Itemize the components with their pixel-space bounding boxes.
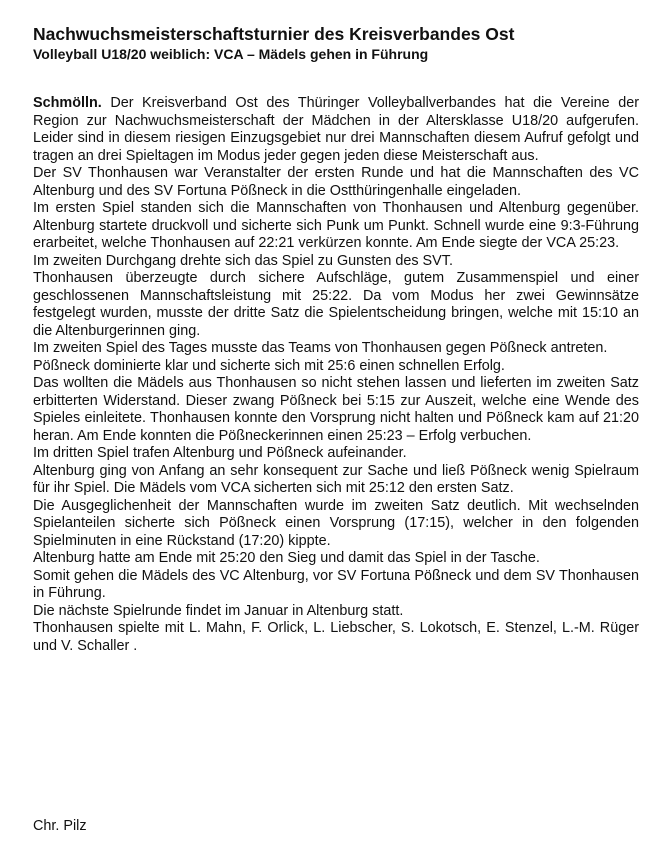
paragraph: Das wollten die Mädels aus Thonhausen so nicht stehen lassen und lieferten im zweiten Satz erbitterten Widerstand. Dieser zwang Pößneck bei 5:15 zur Auszeit, welche eine Wende des Spieles einleitete. Thonhausen konnte den Vorsprung nicht halten und Pößneck kam auf 21:20 heran. Am Ende konnten die Pößneckerinnen einen 25:23 – Erfolg verbuchen. — [33, 375, 639, 444]
paragraph: Thonhausen überzeugte durch sichere Aufschläge, gutem Zusammenspiel und einer geschlossenen Mannschaftsleistung mit 25:22. Da vom Modus her zwei Gewinnsätze festgelegt wurden, musste der dritte Satz die Spielentscheidung bringen, welche mit 15:10 an die Altenburgerinnen ging. — [33, 270, 639, 339]
document — [33, 24, 639, 834]
author-signature: Chr. Pilz — [33, 818, 87, 834]
paragraph: Altenburg ging von Anfang an sehr konsequent zur Sache und ließ Pößneck wenig Spielraum für ihr Spiel. Die Mädels vom VCA sicherten sich mit 25:12 den ersten Satz. — [33, 462, 639, 496]
dateline-place: Schmölln. — [33, 95, 102, 111]
paragraph-text: Der Kreisverband Ost des Thüringer Volleyballverbandes hat die Vereine der Region zur Nachwuchsmeisterschaft der Mädchen in der Altersklasse U18/20 aufgerufen. Leider sind in diesem riesigen Einzugsgebiet nur drei Mannschaften diesem Aufruf gefolgt und tragen an drei Spieltagen im Modus jeder gegen jeden diese Meisterschaft aus. — [33, 95, 639, 164]
paragraph: Die Ausgeglichenheit der Mannschaften wurde im zweiten Satz deutlich. Mit wechselnden Spielanteilen sicherte sich Pößneck einen Vorsprung (17:15), welcher in den folgenden Spielminuten in eine Rückstand (17:20) kippte. — [33, 497, 639, 549]
paragraph: Thonhausen spielte mit L. Mahn, F. Orlick, L. Liebscher, S. Lokotsch, E. Stenzel, L.-M. Rüger und V. Schaller . — [33, 620, 639, 654]
paragraph — [33, 95, 639, 165]
paragraph: Im dritten Spiel trafen Altenburg und Pößneck aufeinander. — [33, 445, 407, 461]
article-headline: Nachwuchsmeisterschaftsturnier des Kreisverbandes Ost — [33, 24, 515, 44]
paragraph: Die nächste Spielrunde findet im Januar in Altenburg statt. — [33, 602, 404, 619]
paragraph: Altenburg hatte am Ende mit 25:20 den Sieg und damit das Spiel in der Tasche. — [33, 550, 540, 566]
paragraph: Pößneck dominierte klar und sicherte sich mit 25:6 einen schnellen Erfolg. — [33, 357, 505, 374]
paragraph: Im ersten Spiel standen sich die Mannschaften von Thonhausen und Altenburg gegenüber. Altenburg startete druckvoll und sicherte sich Punk um Punkt. Schnell wurde eine 9:3-Führung erarbeitet, welche Thonhausen auf 22:21 verkürzen konnte. Am Ende siegte der VCA 25:23. — [33, 200, 639, 251]
paragraph: Somit gehen die Mädels des VC Altenburg, vor SV Fortuna Pößneck und dem SV Thonhausen in Führung. — [33, 567, 639, 601]
paragraph: Im zweiten Spiel des Tages musste das Teams von Thonhausen gegen Pößneck antreten. — [33, 340, 608, 356]
paragraph: Der SV Thonhausen war Veranstalter der ersten Runde und hat die Mannschaften des VC Altenburg und des SV Fortuna Pößneck in die Ostthüringenhalle eingeladen. — [33, 165, 639, 199]
article-body — [33, 95, 639, 655]
article-subheadline: Volleyball U18/20 weiblich: VCA – Mädels gehen in Führung — [33, 46, 429, 62]
paragraph: Im zweiten Durchgang drehte sich das Spiel zu Gunsten des SVT. — [33, 252, 453, 269]
